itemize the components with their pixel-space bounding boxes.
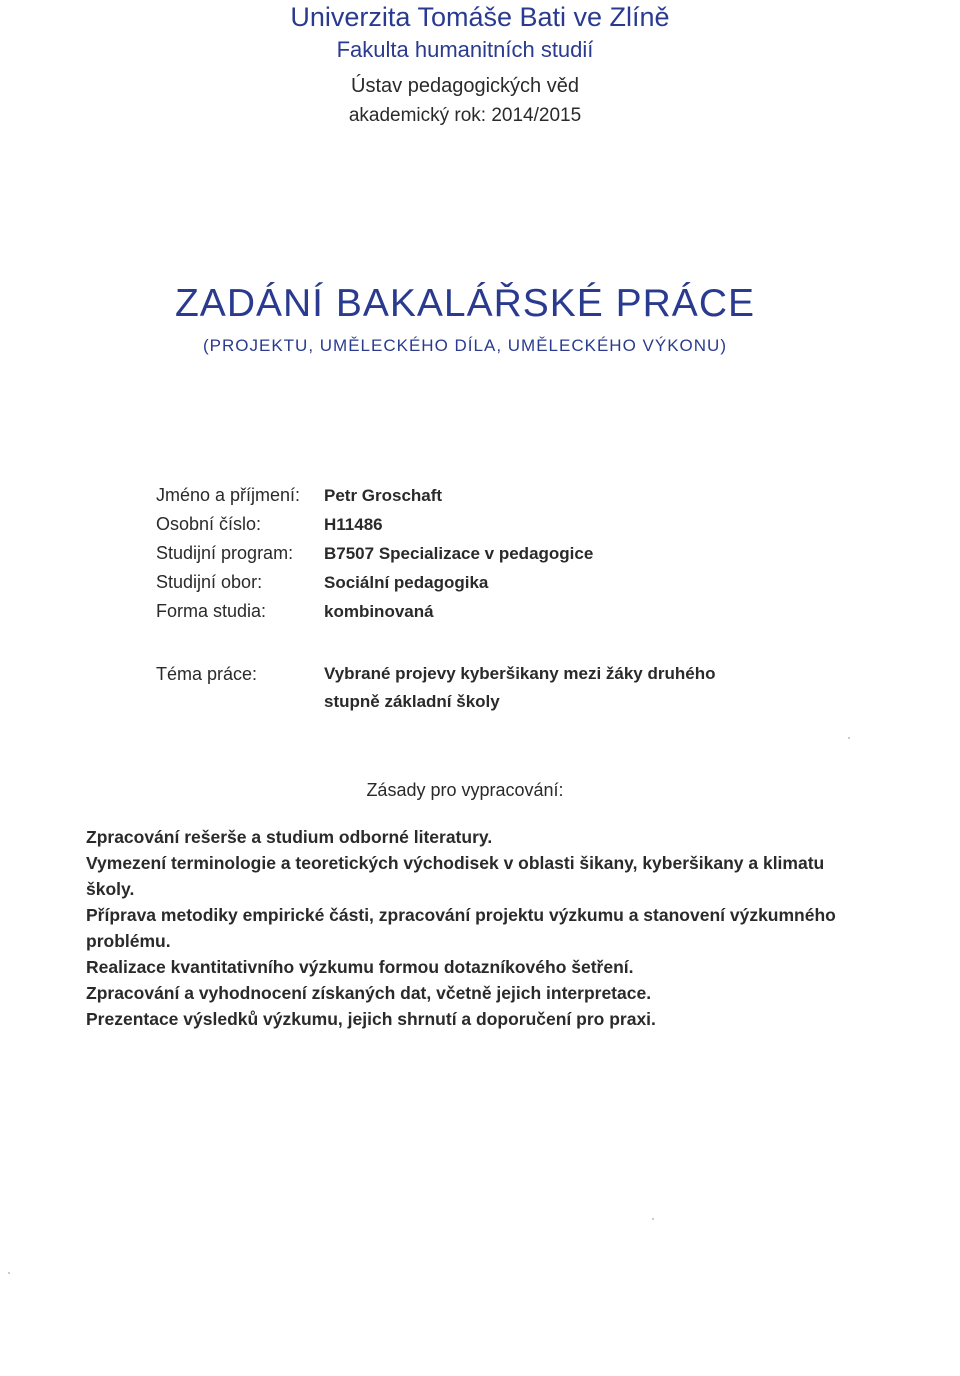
university-name: Univerzita Tomáše Bati ve Zlíně — [290, 2, 670, 32]
topic-value: Vybrané projevy kyberšikany mezi žáky druhého stupně základní školy — [324, 664, 716, 711]
info-value: B7507 Specializace v pedagogice — [324, 543, 594, 563]
thesis-topic — [156, 660, 796, 716]
list-item: Zpracování a vyhodnocení získaných dat, včetně jejich interpretace. — [86, 983, 652, 1003]
list-item: Realizace kvantitativního výzkumu formou dotazníkového šetření. — [86, 957, 634, 977]
scan-speck — [652, 1218, 654, 1220]
document-subtitle: (PROJEKTU, UMĚLECKÉHO DÍLA, UMĚLECKÉHO VÝKONU) — [203, 336, 727, 355]
info-label: Osobní číslo: — [156, 514, 262, 534]
info-label: Jméno a příjmení: — [156, 485, 301, 505]
scan-speck — [8, 1272, 10, 1274]
institute-name: Ústav pedagogických věd — [351, 75, 579, 97]
info-label: Studijní program: — [156, 543, 294, 563]
list-item: Zpracování rešerše a studium odborné literatury. — [86, 827, 493, 847]
principles-list — [86, 824, 856, 1032]
faculty-name: Fakulta humanitních studií — [336, 37, 594, 62]
student-info — [156, 481, 796, 626]
academic-year: akademický rok: 2014/2015 — [348, 105, 582, 126]
info-row-study-program — [156, 539, 796, 568]
info-value: H11486 — [324, 514, 383, 534]
info-value: Petr Groschaft — [324, 485, 443, 505]
info-row-name — [156, 481, 796, 510]
info-row-study-field — [156, 568, 796, 597]
info-row-personal-number — [156, 510, 796, 539]
info-row-study-form — [156, 597, 796, 626]
info-label: Forma studia: — [156, 601, 267, 621]
info-label: Studijní obor: — [156, 572, 263, 592]
principles-heading: Zásady pro vypracování: — [366, 780, 564, 800]
topic-label: Téma práce: — [156, 664, 258, 684]
info-value: kombinovaná — [324, 601, 434, 621]
scan-speck — [848, 737, 850, 739]
document-title: ZADÁNÍ BAKALÁŘSKÉ PRÁCE — [174, 282, 755, 325]
list-item: Prezentace výsledků výzkumu, jejich shrnutí a doporučení pro praxi. — [86, 1009, 656, 1029]
list-item: Příprava metodiky empirické části, zpracování projektu výzkumu a stanovení výzkumného problému. — [86, 905, 836, 951]
list-item: Vymezení terminologie a teoretických východisek v oblasti šikany, kyberšikany a klimatu školy. — [86, 853, 825, 899]
info-value: Sociální pedagogika — [324, 572, 489, 592]
